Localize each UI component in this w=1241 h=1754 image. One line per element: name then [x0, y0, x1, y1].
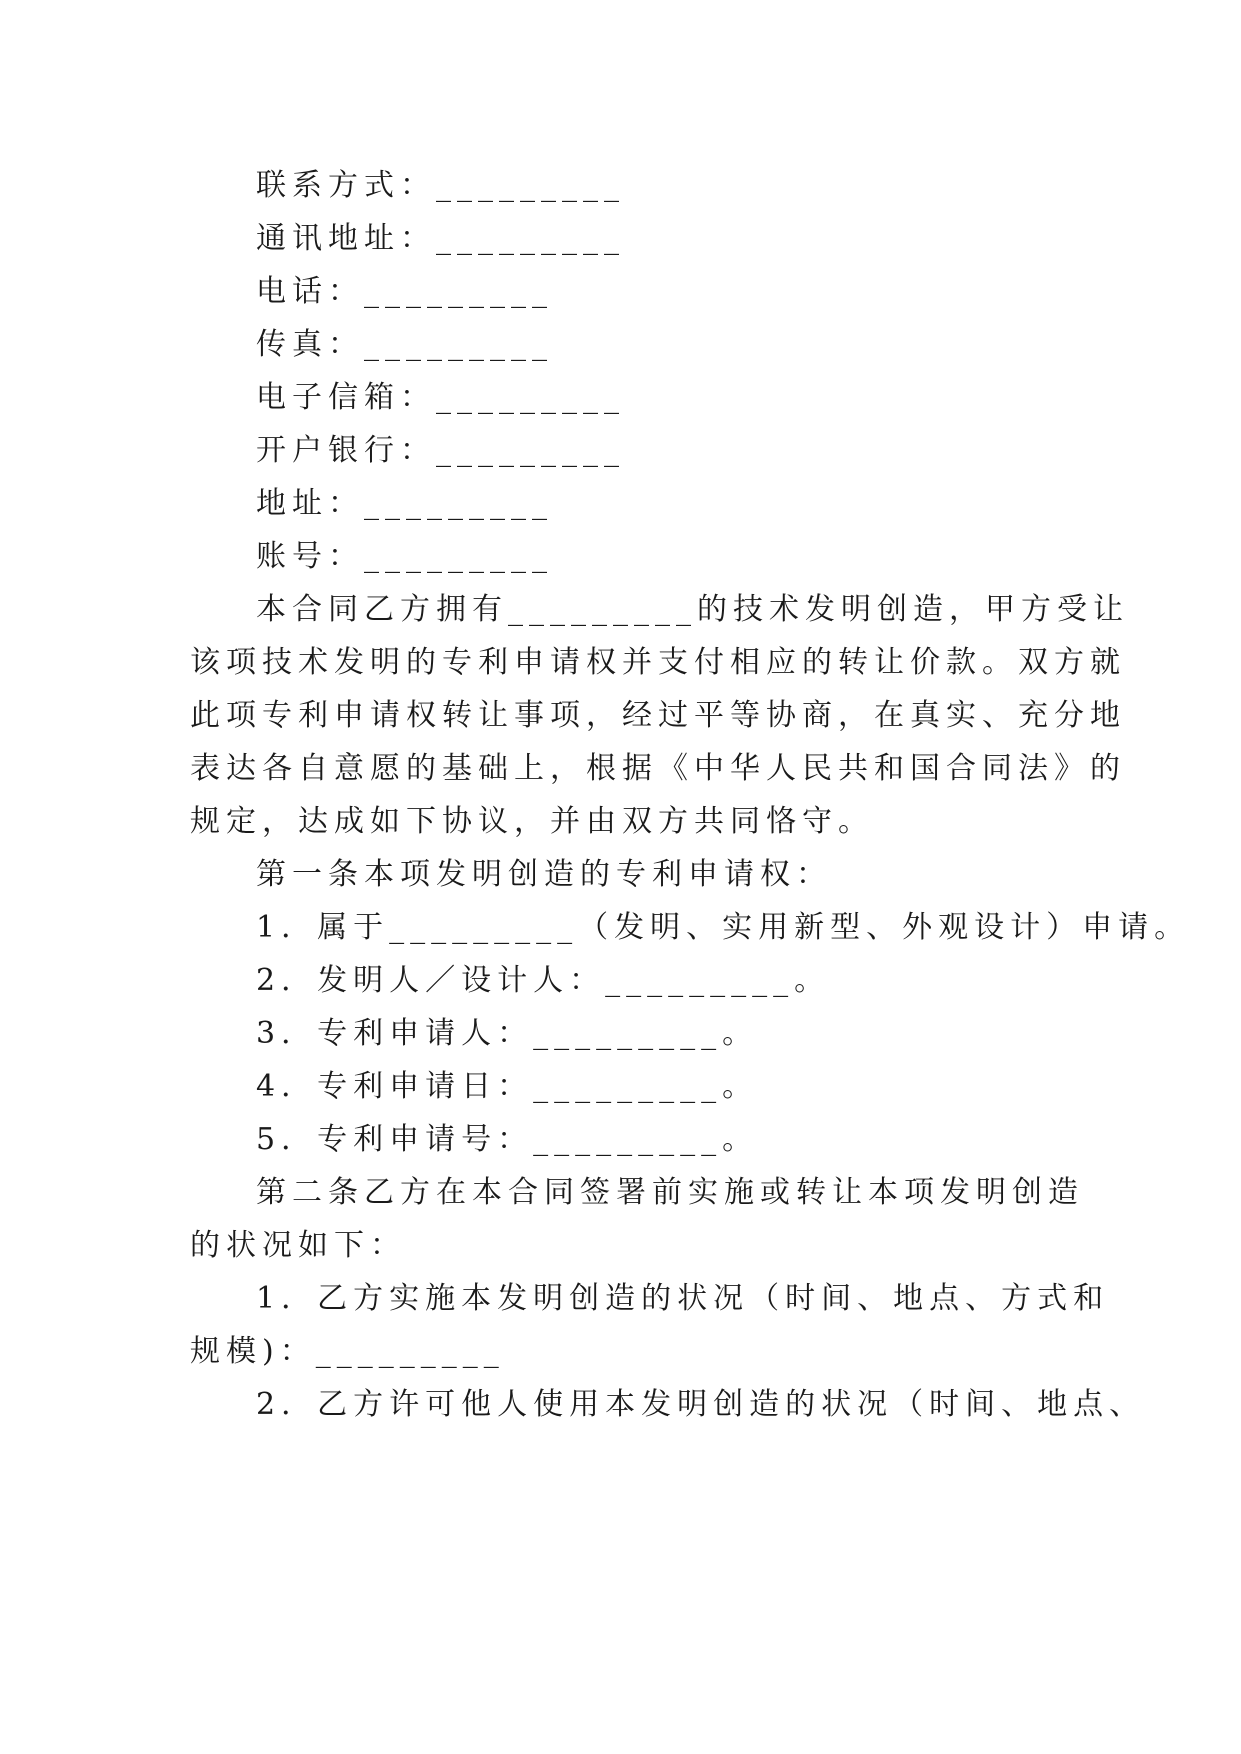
article-1-heading: 第一条本项发明创造的专利申请权：	[256, 857, 832, 892]
article-1-item-4: 4．专利申请日：_________。	[256, 1069, 759, 1104]
bank-line: 开户银行：_________	[256, 433, 625, 468]
preamble-line-4: 表达各自意愿的基础上，根据《中华人民共和国合同法》的	[190, 751, 1126, 786]
account-line: 账号：_________	[256, 539, 553, 574]
phone-line: 电话：_________	[256, 274, 553, 309]
mailing-address-line: 通讯地址：_________	[256, 221, 625, 256]
article-1-item-1: 1．属于_________（发明、实用新型、外观设计）申请。	[256, 910, 1191, 945]
article-2-heading-line-2: 的状况如下：	[190, 1228, 406, 1263]
preamble-line-3: 此项专利申请权转让事项，经过平等协商，在真实、充分地	[190, 698, 1126, 733]
email-line: 电子信箱：_________	[256, 380, 625, 415]
article-2-item-2-line-1: 2．乙方许可他人使用本发明创造的状况（时间、地点、	[256, 1387, 1146, 1422]
fax-line: 传真：_________	[256, 327, 553, 362]
preamble-line-2: 该项技术发明的专利申请权并支付相应的转让价款。双方就	[190, 645, 1126, 680]
article-2-heading-line-1: 第二条乙方在本合同签署前实施或转让本项发明创造	[256, 1175, 1084, 1210]
article-2-item-1-line-1: 1．乙方实施本发明创造的状况（时间、地点、方式和	[256, 1281, 1110, 1316]
article-2-item-1-line-2: 规模)：_________	[190, 1334, 505, 1369]
article-1-item-2: 2．发明人／设计人：_________。	[256, 963, 831, 998]
preamble-line-5: 规定，达成如下协议，并由双方共同恪守。	[190, 804, 874, 839]
address-line: 地址：_________	[256, 486, 553, 521]
contact-method-line: 联系方式：_________	[256, 168, 625, 203]
article-1-item-3: 3．专利申请人：_________。	[256, 1016, 759, 1051]
preamble-line-1: 本合同乙方拥有_________的技术发明创造，甲方受让	[256, 592, 1129, 627]
article-1-item-5: 5．专利申请号：_________。	[256, 1122, 759, 1157]
